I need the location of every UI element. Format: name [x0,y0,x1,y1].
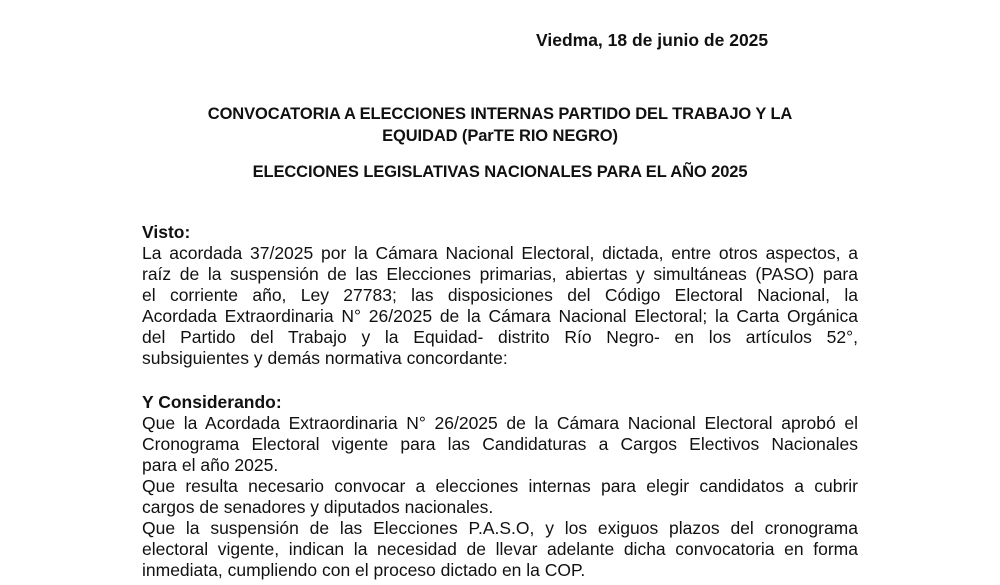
document-title-line-1: CONVOCATORIA A ELECCIONES INTERNAS PARTIDO DEL TRABAJO Y LA [207,105,793,123]
paragraph-line: La acordada 37/2025 por la Cámara Nacional Electoral, dictada, entre otros aspectos, a [142,243,858,263]
section-heading-considerando: Y Considerando: [142,392,282,412]
paragraph-line: Que resulta necesario convocar a elecciones internas para elegir candidatos a cubrir [142,476,858,496]
paragraph-line: raíz de la suspensión de las Elecciones primarias, abiertas y simultáneas (PASO) para [142,264,858,284]
paragraph-line: para el año 2025. [142,455,279,475]
paragraph-line: el corriente año, Ley 27783; las disposiciones del Código Electoral Nacional, la [142,285,858,305]
section-considerando [142,392,858,581]
paragraph-line: del Partido del Trabajo y la Equidad- distrito Río Negro- en los artículos 52°, [142,327,858,347]
paragraph-line: inmediata, cumpliendo con el proceso dictado en la COP. [142,560,586,580]
date-line: Viedma, 18 de junio de 2025 [536,30,769,50]
paragraph-line: cargos de senadores y diputados nacionales. [142,497,494,517]
document-title-line-2: EQUIDAD (ParTE RIO NEGRO) [382,127,618,145]
paragraph-line: Cronograma Electoral vigente para las Candidaturas a Cargos Electivos Nacionales [142,434,858,454]
paragraph-line: Acordada Extraordinaria N° 26/2025 de la Cámara Nacional Electoral; la Carta Orgánica [142,306,858,326]
section-visto [142,222,858,369]
paragraph-line: Que la Acordada Extraordinaria N° 26/2025 de la Cámara Nacional Electoral aprobó el [142,413,858,433]
section-heading-visto: Visto: [142,222,191,242]
paragraph-line: electoral vigente, indican la necesidad de llevar adelante dicha convocatoria en forma [142,539,858,559]
document-subtitle: ELECCIONES LEGISLATIVAS NACIONALES PARA EL AÑO 2025 [252,163,748,181]
paragraph-line: subsiguientes y demás normativa concordante: [142,348,508,368]
document-title [142,103,858,147]
paragraph-line: Que la suspensión de las Elecciones P.A.S.O, y los exiguos plazos del cronograma [142,518,858,538]
